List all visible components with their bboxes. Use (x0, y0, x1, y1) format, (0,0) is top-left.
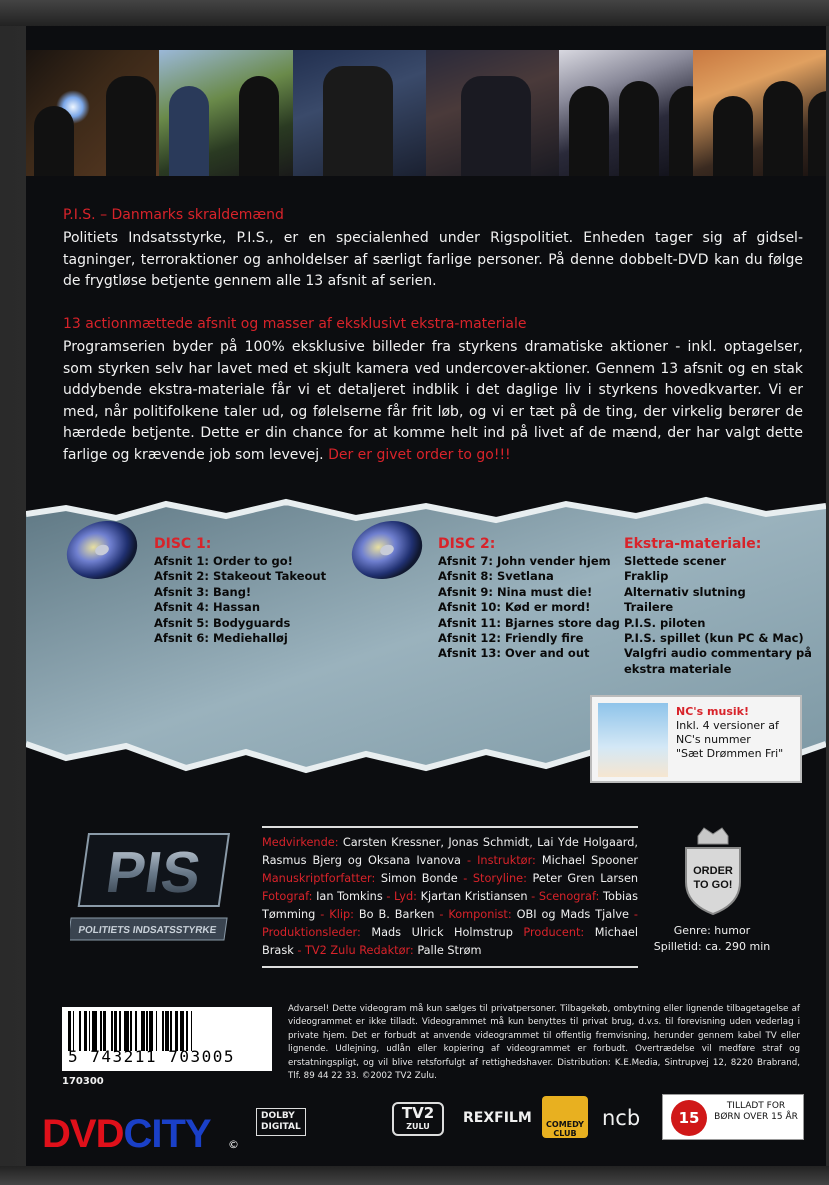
nc-music-line: NC's nummer (676, 733, 751, 746)
episode-item: Afsnit 1: Order to go! (154, 554, 293, 568)
extra-item: P.I.S. piloten (624, 615, 706, 630)
credit-sep: - (531, 890, 536, 903)
pis-logo-subtitle: POLITIETS INDSATSSTYRKE (77, 925, 218, 936)
credit-label: Fotograf: (262, 890, 313, 903)
episode-item: Afsnit 4: Hassan (154, 600, 261, 615)
extras-list (624, 554, 812, 677)
credit-value: Tobias Tømming (262, 890, 638, 921)
age-rating-badge: 15 (671, 1100, 707, 1136)
barcode (62, 1007, 272, 1071)
credit-sep: - (297, 944, 302, 957)
credit-label: Komponist: (448, 908, 512, 921)
extra-item: Valgfri audio commentary på (624, 646, 812, 661)
intro-text: Politiets Indsatsstyrke, P.I.S., er en specialenhed under Rigspolitiet. Enheden tager sig af gidsel-tagninger, terroraktioner og anholdelser af særligt farlige personer. På denne dobbelt-DVD kan du følge de frygtløse betjente gennem alle 13 afsnit af serien. (63, 230, 803, 289)
credit-label: Medvirkende: (262, 836, 339, 849)
credit-label: Producent: (523, 926, 585, 939)
photo-officer-eating (426, 50, 559, 176)
dolby-top: DOLBY (261, 1111, 295, 1121)
photo-officer-helmet (293, 50, 426, 176)
tv2-zulu-logo (392, 1102, 444, 1136)
disc1-icon (64, 518, 140, 582)
credits-block (262, 826, 638, 968)
comedy-club-logo: COMEDY CLUB (542, 1096, 588, 1138)
credit-label: Storyline: (472, 872, 527, 885)
episode-item: Afsnit 11: Bjarnes store dag (438, 615, 620, 630)
extra-item: Slettede scener (624, 554, 726, 568)
age-rating-text: TILLADT FOR BØRN OVER 15 ÅR (714, 1101, 798, 1122)
features-body: Programserien byder på 100% eksklusive billeder fra styrkens dramatiske aktioner - inkl. optagelser, som styrken selv har lavet med et skjult kamera ved undercover-aktioner. Gennem 13 afsnit og en stak uddybende ekstra-materiale får vi et detaljeret indblik i det daglige liv i styrkens hovedkvarter. Vi er med, når politifolkene taler ud, og følelserne får frit løb, og vi er tæt på de ting, der virkelig berører de hærdede betjente. Dette er din chance for at komme helt ind på livet af de mænd, der har valgt dette farlige og krævende job som levevej. (63, 339, 803, 463)
disc1-episode-list (154, 554, 326, 646)
credit-value: Ian Tomkins (316, 890, 383, 903)
features-highlight: Der er givet order to go!!! (328, 446, 511, 463)
badge-line: TO GO! (693, 879, 733, 891)
credit-label: Klip: (329, 908, 354, 921)
credit-sep: - (320, 908, 325, 921)
tv2-bottom: ZULU (406, 1122, 430, 1131)
extra-item: Trailere (624, 600, 674, 615)
dolby-bottom: DIGITAL (261, 1122, 301, 1132)
catalog-number: 170300 (62, 1076, 104, 1087)
credit-value: Carsten Kressner, Jonas Schmidt, Lai Yde Holgaard, Rasmus Bjerg og Oksana Ivanova (262, 836, 638, 867)
disc2-icon (349, 518, 425, 582)
barcode-bar (192, 1011, 195, 1051)
credit-label: TV2 Zulu Redaktør: (305, 944, 414, 957)
photo-strip (26, 50, 826, 176)
episode-item: Afsnit 8: Svetlana (438, 569, 554, 584)
dvdcity-dvd: DVD (42, 1112, 124, 1156)
episode-item: Afsnit 7: John vender hjem (438, 554, 611, 568)
episode-item: Afsnit 10: Kød er mord! (438, 600, 591, 615)
extra-item: ekstra materiale (624, 661, 732, 676)
nc-music-box (590, 695, 802, 783)
episode-item: Afsnit 6: Mediehalløj (154, 631, 288, 646)
disc1-title: DISC 1: (154, 536, 212, 552)
credit-label: Scenograf: (538, 890, 600, 903)
photo-suits (559, 50, 692, 176)
episode-item: Afsnit 9: Nina must die! (438, 584, 593, 599)
credit-value: Palle Strøm (417, 944, 482, 957)
photo-team-huddle (693, 50, 826, 176)
extra-item: Alternativ slutning (624, 584, 746, 599)
credit-sep: - (386, 890, 391, 903)
episode-item: Afsnit 12: Friendly fire (438, 631, 584, 646)
photo-handshake (159, 50, 292, 176)
nc-music-line: "Sæt Drømmen Fri" (676, 747, 784, 760)
case-bottom-edge (0, 1166, 829, 1185)
pis-logo (70, 826, 240, 956)
legal-notice: Advarsel! Dette videogram må kun sælges til privatpersoner. Tilbagekøb, ombytning eller lignende tilbagetagelse af videogrammet er ikke tilladt. Videogrammet må kun benyttes til privat brug, d.v.s. til forevisning uden vederlag i private hjem. Det er forbudt at anvende videogrammet til offentlig fremvisning, herunder gennem kabel TV eller lignende. Udlejning, udlån eller kopiering af videogrammet er forbudt. Overtrædelse vil medføre straf og erstatningspligt, og vil blive retsforfulgt af rettighedshaver. Distribution: K.E.Media, Sintrupvej 12, 8220 Brabrand, Tlf. 89 44 22 33. ©2002 TV2 Zulu. (288, 1004, 800, 1082)
age-rating-box (662, 1094, 804, 1140)
dvdcity-mark: © (228, 1138, 239, 1151)
credit-label: Produktionsleder: (262, 926, 361, 939)
genre-text: Genre: humor (673, 924, 751, 937)
dvdcity-logo (42, 1104, 242, 1156)
credit-sep: - (439, 908, 444, 921)
features-title: 13 actionmættede afsnit og masser af eksklusivt ekstra-materiale (63, 316, 527, 332)
credit-sep: - (633, 908, 638, 921)
credit-sep: - (466, 854, 472, 867)
credit-value: Kjartan Kristiansen (420, 890, 528, 903)
rexfilm-logo: REXFILM (463, 1110, 532, 1126)
pis-logo-letters: PIS (102, 840, 205, 905)
credit-value: Bo B. Barken (358, 908, 435, 921)
nc-music-text (676, 705, 783, 761)
nc-music-photo (598, 703, 668, 777)
nc-music-line: Inkl. 4 versioner af (676, 719, 779, 732)
extra-item: P.I.S. spillet (kun PC & Mac) (624, 631, 804, 646)
intro-title: P.I.S. – Danmarks skraldemænd (63, 207, 284, 223)
dvdcity-city: CITY (123, 1112, 211, 1156)
ncb-logo: ncb (602, 1106, 641, 1130)
credit-value: Simon Bonde (380, 872, 458, 885)
credit-label: Lyd: (394, 890, 417, 903)
nc-music-title: NC's musik! (676, 705, 749, 718)
extras-title: Ekstra-materiale: (624, 536, 762, 552)
credit-value: Michael Spooner (541, 854, 639, 867)
tv2-top: TV2 (401, 1104, 435, 1122)
credit-value: Mads Ulrick Holmstrup (371, 926, 513, 939)
credit-value: Peter Gren Larsen (532, 872, 639, 885)
credit-value: Michael Brask (262, 926, 639, 957)
genre-runtime (652, 923, 772, 955)
episode-item: Afsnit 2: Stakeout Takeout (154, 569, 327, 584)
case-top-edge (0, 0, 829, 26)
episode-item: Afsnit 3: Bang! (154, 584, 252, 599)
badge-line: ORDER (693, 865, 733, 877)
runtime-text: Spilletid: ca. 290 min (653, 940, 771, 953)
dvd-back-cover (26, 26, 826, 1166)
credit-sep: - (463, 872, 468, 885)
disc2-episode-list (438, 554, 620, 662)
photo-raid-flash (26, 50, 159, 176)
episode-item: Afsnit 5: Bodyguards (154, 615, 291, 630)
extra-item: Fraklip (624, 569, 669, 584)
features-text (63, 337, 803, 466)
barcode-number: 5 743211 703005 (68, 1047, 235, 1066)
credit-label: Instruktør: (477, 854, 536, 867)
credit-label: Manuskriptforfatter: (262, 872, 376, 885)
disc2-title: DISC 2: (438, 536, 496, 552)
episode-item: Afsnit 13: Over and out (438, 646, 590, 661)
dolby-digital-logo (256, 1108, 306, 1136)
order-to-go-badge (680, 826, 746, 916)
credit-value: OBI og Mads Tjalve (516, 908, 629, 921)
